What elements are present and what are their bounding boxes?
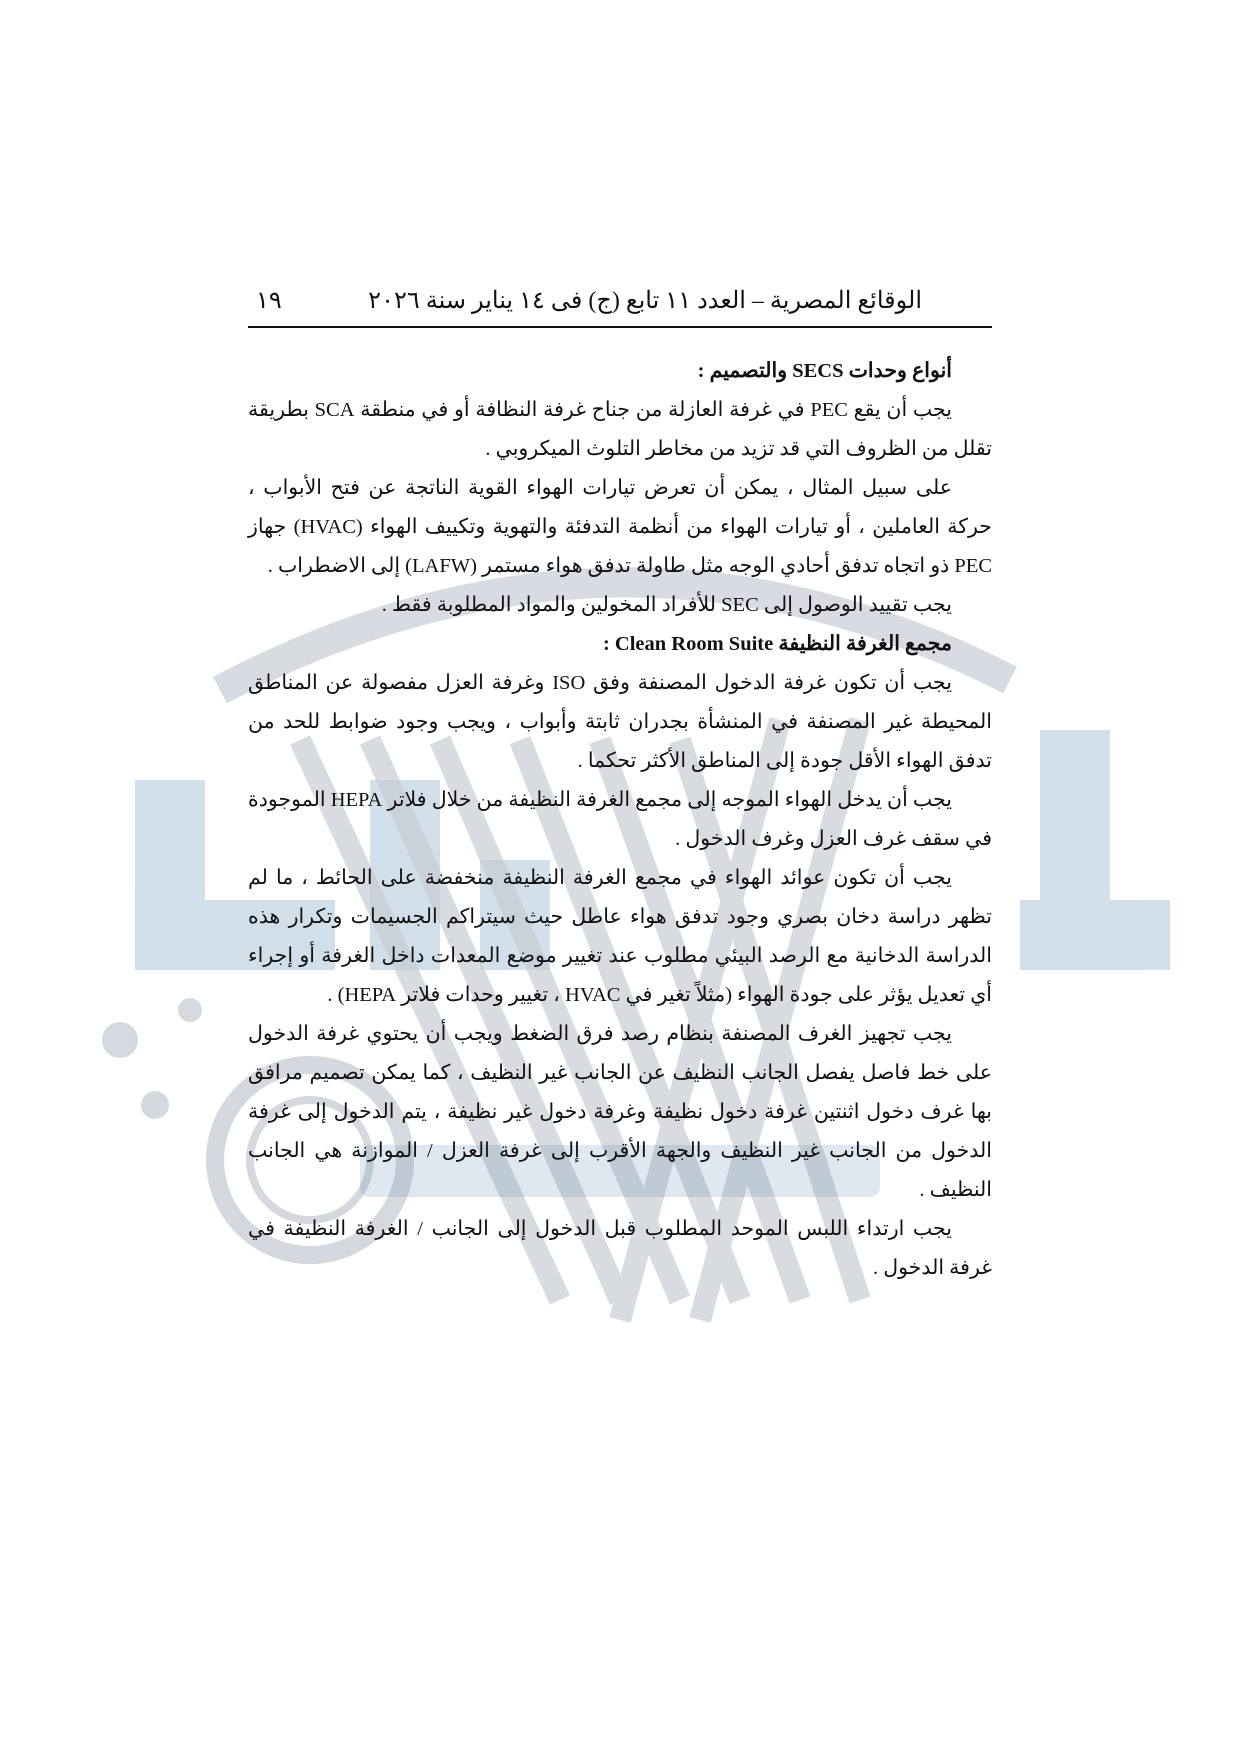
page-number: ١٩ (256, 288, 282, 314)
article-body (248, 352, 992, 1288)
header-title: الوقائع المصرية – العدد ١١ تابع (ج) فى ١٤ يناير سنة ٢٠٢٦ (368, 288, 922, 314)
paragraph-7: يجب تجهيز الغرف المصنفة بنظام رصد فرق الضغط ويجب أن يحتوي غرفة الدخول على خط فاصل يفصل الجانب النظيف عن الجانب غير النظيف ، كما يمكن تصميم مرافق بها غرف دخول اثنتين غرفة دخول نظيفة وغرفة دخول غير نظيفة ، يتم الدخول إلى غرفة الدخول من الجانب غير النظيف والجهة الأقرب إلى غرفة العزل / الموازنة هي الجانب النظيف . (248, 1023, 992, 1201)
section-heading-clean-room: مجمع الغرفة النظيفة Clean Room Suite : (602, 633, 952, 655)
section-heading-secs: أنواع وحدات SECS والتصميم : (697, 360, 952, 382)
paragraph-1: يجب أن يقع PEC في غرفة العازلة من جناح غرفة النظافة أو في منطقة SCA بطريقة تقلل من الظروف التي قد تزيد من مخاطر التلوث الميكروبي . (248, 399, 992, 460)
paragraph-6: يجب أن تكون عوائد الهواء في مجمع الغرفة النظيفة منخفضة على الحائط ، ما لم تظهر دراسة دخان بصري وجود تدفق هواء عاطل حيث سيتراكم الجسيمات وتكرار هذه الدراسة الدخانية مع الرصد البيئي مطلوب عند تغيير موضع المعدات داخل الغرفة أو إجراء أي تعديل يؤثر على جودة الهواء (مثلاً تغير في HVAC ، تغيير وحدات فلاتر HEPA) . (248, 867, 992, 1006)
paragraph-3: يجب تقييد الوصول إلى SEC للأفراد المخولين والمواد المطلوبة فقط . (381, 594, 952, 616)
paragraph-4: يجب أن تكون غرفة الدخول المصنفة وفق ISO وغرفة العزل مفصولة عن المناطق المحيطة غير المصنفة في المنشأة بجدران ثابتة وأبواب ، ويجب وجود ضوابط للحد من تدفق الهواء الأقل جودة إلى المناطق الأكثر تحكما . (248, 672, 992, 772)
watermark-dots (102, 998, 202, 1119)
gazette-page (248, 280, 992, 1288)
paragraph-5: يجب أن يدخل الهواء الموجه إلى مجمع الغرفة النظيفة من خلال فلاتر HEPA الموجودة في سقف غرف العزل وغرف الدخول . (248, 789, 992, 850)
paragraph-2: على سبيل المثال ، يمكن أن تعرض تيارات الهواء القوية الناتجة عن فتح الأبواب ، حركة العاملين ، أو تيارات الهواء من أنظمة التدفئة والتهوية وتكييف الهواء (HVAC) جهاز PEC ذو اتجاه تدفق أحادي الوجه مثل طاولة تدفق هواء مستمر (LAFW) إلى الاضطراب . (248, 477, 992, 577)
paragraph-8: يجب ارتداء اللبس الموحد المطلوب قبل الدخول إلى الجانب / الغرفة النظيفة في غرفة الدخول . (248, 1218, 992, 1279)
page-header (248, 280, 992, 328)
